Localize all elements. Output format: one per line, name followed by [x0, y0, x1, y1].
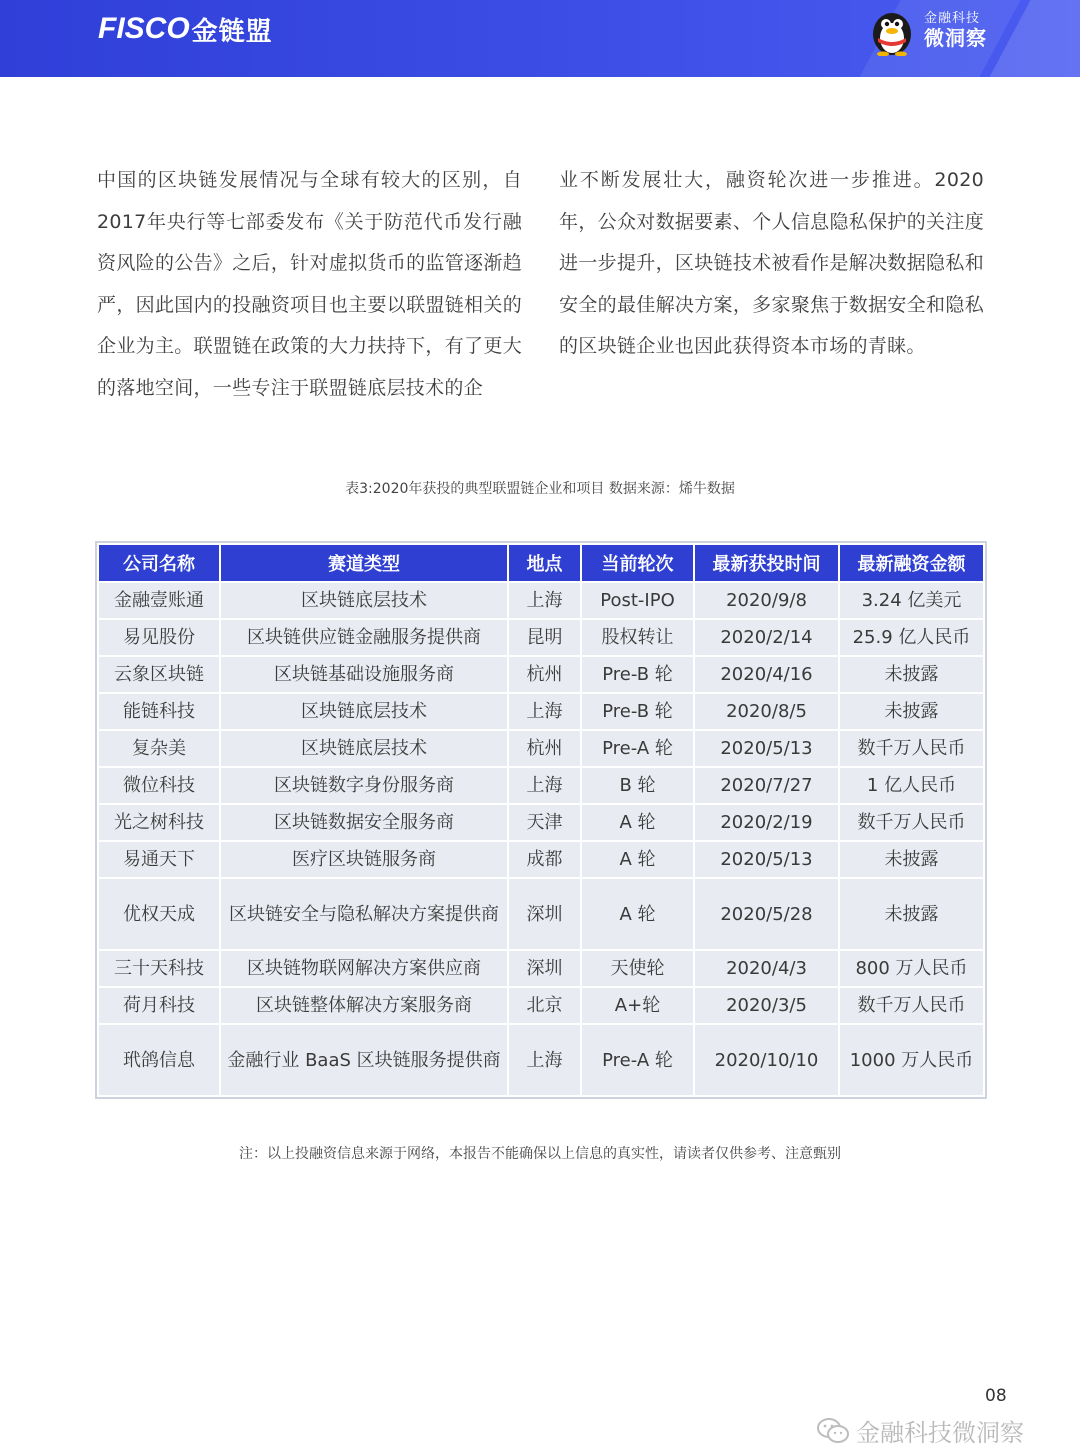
watermark-text: 金融科技微洞察	[856, 1419, 1024, 1447]
cell-date: 2020/3/5	[694, 987, 839, 1024]
cell-round: Post-IPO	[581, 582, 694, 619]
cell-sector: 区块链基础设施服务商	[220, 656, 508, 693]
cell-date: 2020/4/16	[694, 656, 839, 693]
wechat-watermark	[816, 1413, 1024, 1448]
cell-sector: 医疗区块链服务商	[220, 841, 508, 878]
cell-location: 上海	[508, 693, 581, 730]
wechat-icon	[816, 1417, 850, 1445]
cell-date: 2020/9/8	[694, 582, 839, 619]
paragraph-left: 中国的区块链发展情况与全球有较大的区别，自2017年央行等七部委发布《关于防范代币发行融资风险的公告》之后，针对虚拟货币的监管逐渐趋严，因此国内的投融资项目也主要以联盟链相关的企业为主。联盟链在政策的大力扶持下，有了更大的落地空间，一些专注于联盟链底层技术的企	[97, 169, 522, 399]
penguin-mascot-icon	[868, 4, 916, 56]
cell-amount: 25.9 亿人民币	[839, 619, 984, 656]
cell-location: 成都	[508, 841, 581, 878]
cell-company: 金融壹账通	[98, 582, 220, 619]
table-row	[98, 841, 984, 878]
cell-location: 上海	[508, 582, 581, 619]
cell-company: 能链科技	[98, 693, 220, 730]
header-banner	[0, 0, 1080, 77]
cell-amount: 数千万人民币	[839, 987, 984, 1024]
cell-sector: 金融行业 BaaS 区块链服务提供商	[220, 1024, 508, 1096]
header-amount: 最新融资金额	[839, 544, 984, 582]
cell-location: 天津	[508, 804, 581, 841]
cell-location: 上海	[508, 767, 581, 804]
table-caption: 表3:2020年获投的典型联盟链企业和项目 数据来源：烯牛数据	[345, 481, 735, 497]
cell-round: 天使轮	[581, 950, 694, 987]
cell-company: 三十天科技	[98, 950, 220, 987]
cell-sector: 区块链数据安全服务商	[220, 804, 508, 841]
cell-location: 杭州	[508, 656, 581, 693]
cell-date: 2020/5/13	[694, 730, 839, 767]
fisco-logo	[98, 12, 273, 46]
cell-round: A+轮	[581, 987, 694, 1024]
cell-date: 2020/5/13	[694, 841, 839, 878]
cell-date: 2020/5/28	[694, 878, 839, 950]
cell-sector: 区块链数字身份服务商	[220, 767, 508, 804]
cell-amount: 未披露	[839, 693, 984, 730]
table-row	[98, 767, 984, 804]
cell-amount: 1000 万人民币	[839, 1024, 984, 1096]
funding-table	[97, 543, 985, 1097]
logo-text-en: FISCO	[98, 12, 190, 45]
cell-date: 2020/2/19	[694, 804, 839, 841]
cell-company: 优权天成	[98, 878, 220, 950]
table-row	[98, 693, 984, 730]
cell-company: 光之树科技	[98, 804, 220, 841]
header-round: 当前轮次	[581, 544, 694, 582]
publisher-badge	[868, 4, 987, 56]
cell-sector: 区块链物联网解决方案供应商	[220, 950, 508, 987]
cell-company: 易通天下	[98, 841, 220, 878]
cell-location: 上海	[508, 1024, 581, 1096]
page-number: 08	[985, 1386, 1007, 1406]
cell-round: A 轮	[581, 841, 694, 878]
cell-sector: 区块链底层技术	[220, 693, 508, 730]
cell-sector: 区块链底层技术	[220, 582, 508, 619]
cell-sector: 区块链底层技术	[220, 730, 508, 767]
cell-amount: 未披露	[839, 878, 984, 950]
cell-round: Pre-A 轮	[581, 730, 694, 767]
cell-amount: 未披露	[839, 656, 984, 693]
publisher-title: 微洞察	[924, 26, 987, 50]
cell-company: 玳鸽信息	[98, 1024, 220, 1096]
table-row	[98, 730, 984, 767]
cell-amount: 3.24 亿美元	[839, 582, 984, 619]
cell-location: 昆明	[508, 619, 581, 656]
cell-amount: 数千万人民币	[839, 730, 984, 767]
cell-date: 2020/7/27	[694, 767, 839, 804]
paragraph-right: 业不断发展壮大，融资轮次进一步推进。2020年，公众对数据要素、个人信息隐私保护的关注度进一步提升，区块链技术被看作是解决数据隐私和安全的最佳解决方案，多家聚焦于数据安全和隐私的区块链企业也因此获得资本市场的青睐。	[559, 169, 984, 357]
table-row	[98, 804, 984, 841]
cell-date: 2020/8/5	[694, 693, 839, 730]
cell-location: 杭州	[508, 730, 581, 767]
cell-sector: 区块链整体解决方案服务商	[220, 987, 508, 1024]
cell-round: Pre-B 轮	[581, 693, 694, 730]
header-sector: 赛道类型	[220, 544, 508, 582]
cell-amount: 未披露	[839, 841, 984, 878]
table-note: 注：以上投融资信息来源于网络，本报告不能确保以上信息的真实性，请读者仅供参考、注意甄别	[239, 1146, 841, 1162]
cell-round: A 轮	[581, 878, 694, 950]
cell-location: 深圳	[508, 878, 581, 950]
table-row	[98, 582, 984, 619]
table-row	[98, 987, 984, 1024]
cell-company: 微位科技	[98, 767, 220, 804]
cell-company: 易见股份	[98, 619, 220, 656]
cell-round: Pre-A 轮	[581, 1024, 694, 1096]
header-date: 最新获投时间	[694, 544, 839, 582]
table-row	[98, 656, 984, 693]
cell-company: 复杂美	[98, 730, 220, 767]
table-row	[98, 878, 984, 950]
table-header-row	[98, 544, 984, 582]
cell-location: 深圳	[508, 950, 581, 987]
cell-sector: 区块链安全与隐私解决方案提供商	[220, 878, 508, 950]
publisher-subtitle: 金融科技	[924, 11, 981, 26]
cell-sector: 区块链供应链金融服务提供商	[220, 619, 508, 656]
cell-amount: 数千万人民币	[839, 804, 984, 841]
cell-date: 2020/10/10	[694, 1024, 839, 1096]
cell-location: 北京	[508, 987, 581, 1024]
cell-date: 2020/4/3	[694, 950, 839, 987]
table-row	[98, 1024, 984, 1096]
cell-round: 股权转让	[581, 619, 694, 656]
table-row	[98, 950, 984, 987]
cell-company: 云象区块链	[98, 656, 220, 693]
cell-round: B 轮	[581, 767, 694, 804]
cell-round: A 轮	[581, 804, 694, 841]
header-location: 地点	[508, 544, 581, 582]
logo-text-cn: 金链盟	[191, 16, 273, 47]
cell-date: 2020/2/14	[694, 619, 839, 656]
cell-amount: 1 亿人民币	[839, 767, 984, 804]
cell-amount: 800 万人民币	[839, 950, 984, 987]
cell-round: Pre-B 轮	[581, 656, 694, 693]
header-company: 公司名称	[98, 544, 220, 582]
cell-company: 荷月科技	[98, 987, 220, 1024]
table-row	[98, 619, 984, 656]
